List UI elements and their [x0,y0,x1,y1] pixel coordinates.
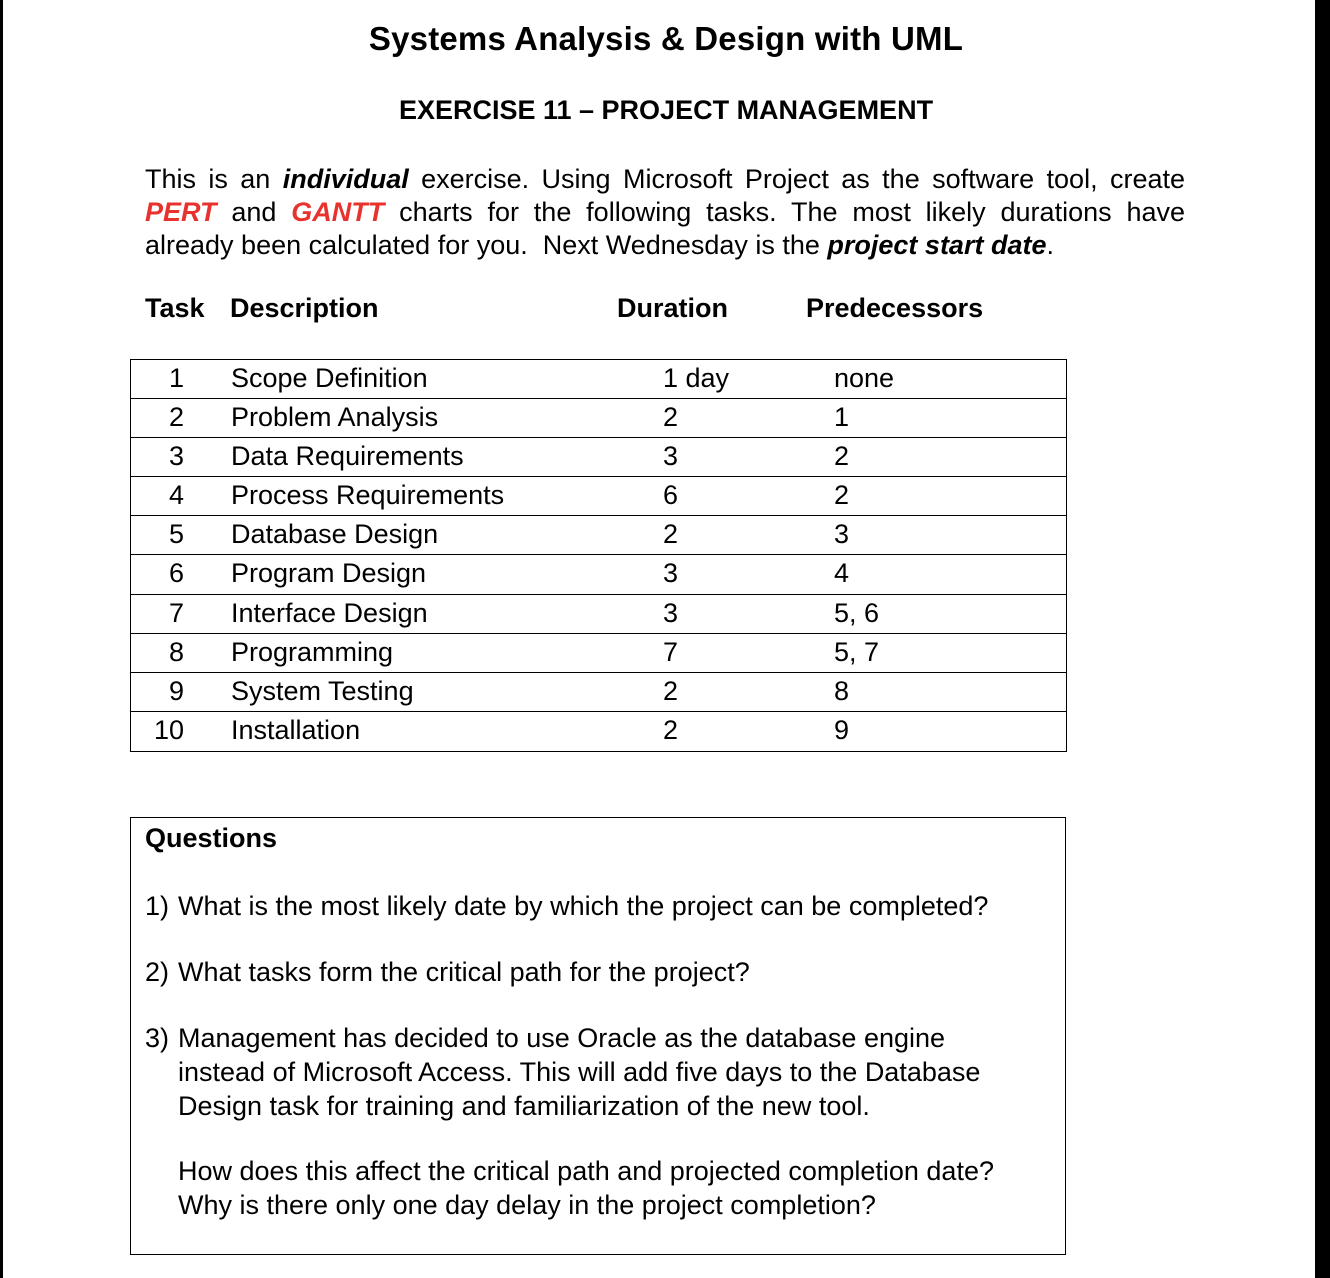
question-2 [145,955,750,989]
task-description: Scope Definition [231,363,428,393]
document-title: Systems Analysis & Design with UML [368,20,964,57]
task-duration: 2 [663,402,679,433]
question-text: What is the most likely date by which the project can be completed? [178,891,989,921]
task-predecessors: 3 [834,519,850,550]
task-description: System Testing [231,675,414,706]
task-predecessors: 2 [834,441,850,472]
task-predecessors: 9 [834,714,850,745]
intro-text: charts for the following tasks. The most likely durations have already been calculated for you. Next Wednesday is the [145,197,1185,260]
intro-emphasis-pert: PERT [145,197,217,227]
table-row [131,399,1066,438]
task-predecessors: 8 [834,675,850,706]
task-description: Database Design [231,519,439,550]
table-row [131,712,1066,751]
question-3-line-2: instead of Microsoft Access. This will add five days to the Database [178,1057,981,1087]
page-right-edge [1315,0,1330,1278]
task-predecessors: 2 [834,480,850,511]
question-3-followup-2: Why is there only one day delay in the project completion? [178,1190,876,1220]
intro-text: exercise. Using Microsoft Project as the software tool, create [408,164,1185,194]
task-duration: 2 [663,714,679,745]
task-duration: 3 [663,597,679,628]
question-text: What tasks form the critical path for the project? [178,957,750,987]
page-left-edge [0,0,3,1278]
task-predecessors: 1 [834,402,850,433]
task-predecessors: none [834,363,895,393]
task-duration: 3 [663,441,679,472]
task-description: Installation [231,714,361,745]
question-number: 3) [145,1023,170,1053]
task-table [130,359,1067,752]
task-number: 2 [168,402,184,433]
table-row [131,477,1066,516]
intro-emphasis-individual: individual [282,164,409,194]
header-description: Description [230,293,379,323]
questions-box [130,817,1066,1255]
header-duration: Duration [617,293,728,323]
intro-text: This is an [145,164,283,194]
task-duration: 1 day [663,363,730,393]
task-number: 9 [168,675,184,706]
task-number: 8 [168,636,184,667]
question-3-line-3: Design task for training and familiarization of the new tool. [178,1091,870,1121]
exercise-subtitle: EXERCISE 11 – PROJECT MANAGEMENT [398,95,934,125]
task-description: Process Requirements [231,480,505,511]
intro-paragraph [145,163,1185,262]
intro-emphasis-gantt: GANTT [291,197,385,227]
task-predecessors: 5, 7 [834,636,880,667]
table-row [131,673,1066,712]
header-predecessors: Predecessors [806,293,984,323]
task-description: Data Requirements [231,441,464,472]
question-number: 2) [145,957,170,987]
task-number: 10 [153,714,184,745]
task-predecessors: 4 [834,558,850,589]
task-number: 5 [168,519,184,550]
task-duration: 3 [663,558,679,589]
table-row [131,555,1066,594]
intro-text: . [1046,230,1054,260]
question-1 [145,889,988,923]
task-number: 7 [168,597,184,628]
table-row [131,516,1066,555]
task-number: 3 [168,441,184,472]
questions-title: Questions [145,823,278,853]
question-number: 1) [145,891,170,921]
intro-text: and [216,197,292,227]
task-number: 1 [168,363,184,393]
task-duration: 2 [663,519,679,550]
task-duration: 7 [663,636,679,667]
table-row [131,634,1066,673]
task-description: Programming [231,636,394,667]
task-duration: 2 [663,675,679,706]
table-row [131,595,1066,634]
task-number: 6 [168,558,184,589]
table-row [131,360,1066,399]
task-description: Interface Design [231,597,428,628]
task-number: 4 [168,480,184,511]
table-row [131,438,1066,477]
task-description: Problem Analysis [231,402,439,433]
task-description: Program Design [231,558,427,589]
task-predecessors: 5, 6 [834,597,880,628]
question-text: Management has decided to use Oracle as the database engine [178,1023,946,1053]
header-task: Task [145,293,205,323]
task-duration: 6 [663,480,679,511]
question-3-followup-1: How does this affect the critical path and projected completion date? [178,1156,994,1186]
question-3 [145,1021,945,1055]
intro-emphasis-start-date: project start date [827,230,1047,260]
